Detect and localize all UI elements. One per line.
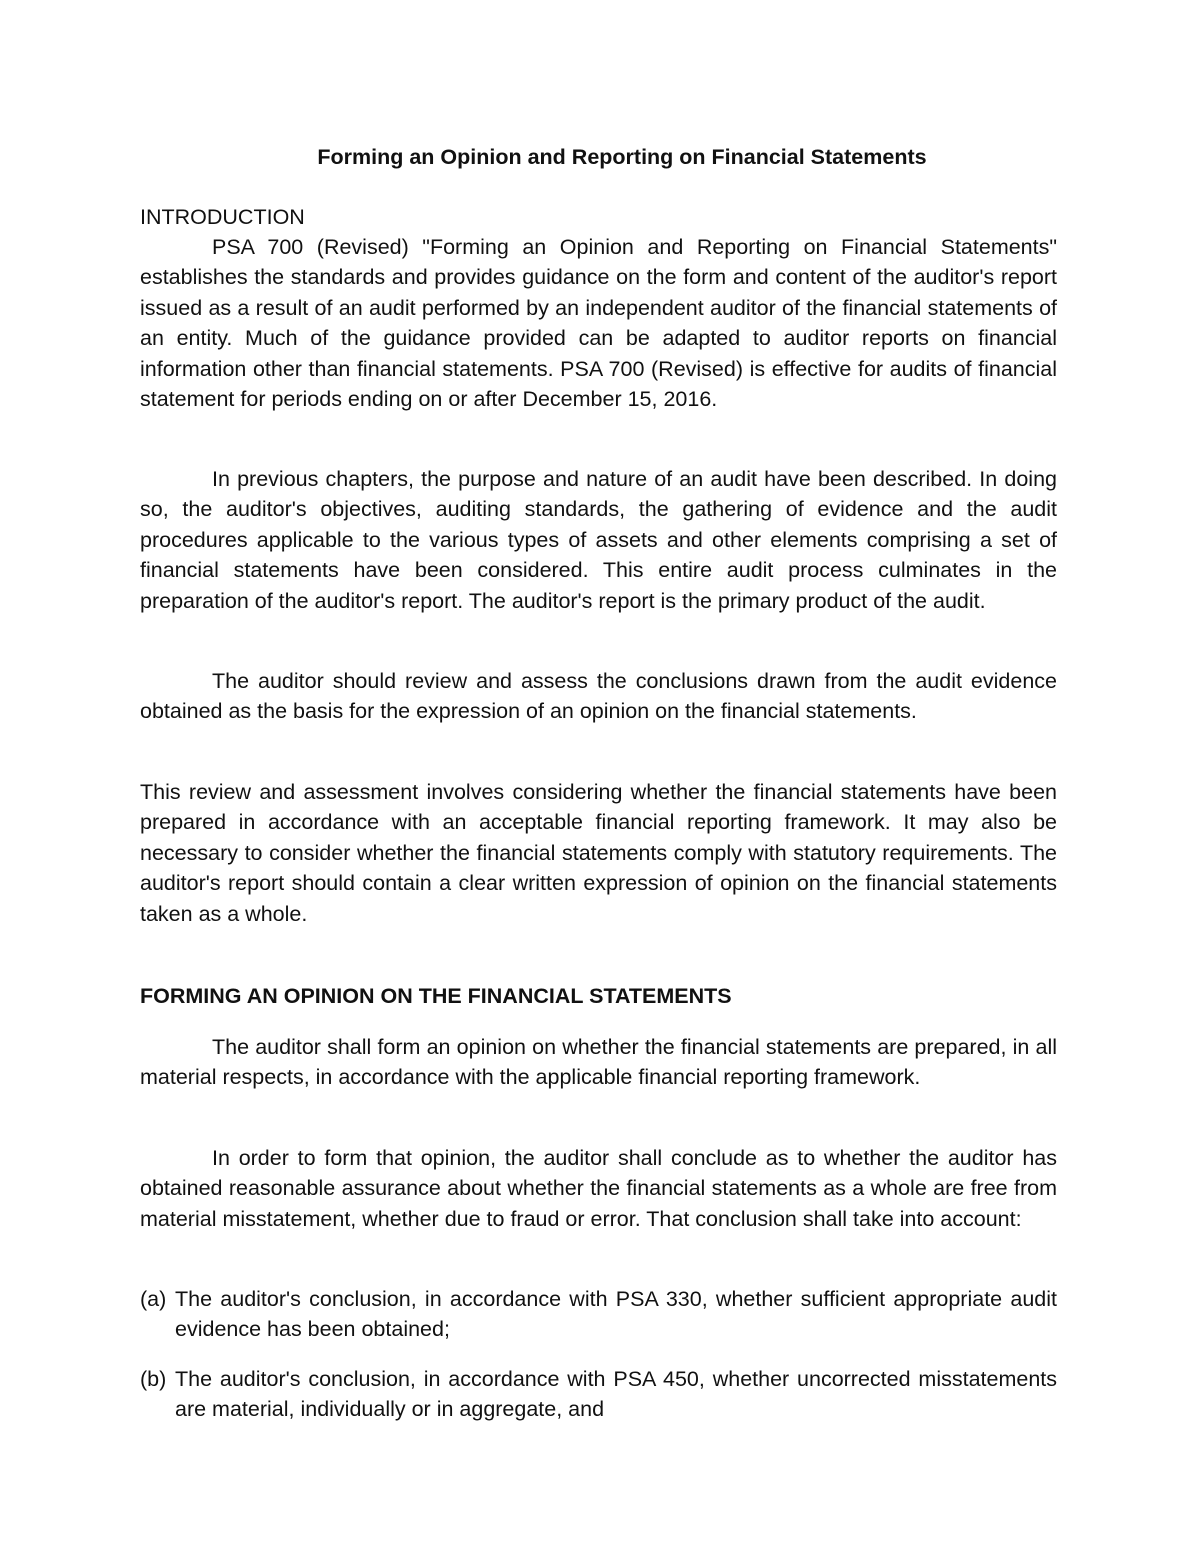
list-text-a: The auditor's conclusion, in accordance with PSA 330, whether sufficient appropriate audit evidence has been obtained; [175,1287,1057,1342]
list-text-b: The auditor's conclusion, in accordance with PSA 450, whether uncorrected misstatements are material, individually or in aggregate, and [175,1367,1057,1422]
list-marker-a: (a) [140,1287,167,1311]
introduction-label: INTRODUCTION [140,205,305,229]
list-item-a [140,1284,1057,1345]
intro-paragraph-4: This review and assessment involves considering whether the financial statements have been prepared in accordance with an acceptable financial reporting framework. It may also be necessary to consider whether the financial statements comply with statutory requirements. The auditor's report should contain a clear written expression of opinion on the financial statements taken as a whole. [140,780,1057,926]
document-title: Forming an Opinion and Reporting on Financial Statements [317,145,927,169]
intro-paragraph-3: The auditor should review and assess the conclusions drawn from the audit evidence obtained as the basis for the expression of an opinion on the financial statements. [140,669,1057,724]
list-marker-b: (b) [140,1367,167,1391]
list-item-b [140,1364,1057,1425]
section-heading: FORMING AN OPINION ON THE FINANCIAL STATEMENTS [140,984,732,1008]
section-paragraph-2: In order to form that opinion, the auditor shall conclude as to whether the auditor has obtained reasonable assurance about whether the financial statements as a whole are free from material misstatement, whether due to fraud or error. That conclusion shall take into account: [140,1146,1057,1231]
intro-paragraph-2: In previous chapters, the purpose and nature of an audit have been described. In doing so, the auditor's objectives, auditing standards, the gathering of evidence and the audit procedures applicable to the various types of assets and other elements comprising a set of financial statements have been considered. This entire audit process culminates in the preparation of the auditor's report. The auditor's report is the primary product of the audit. [140,467,1057,613]
section-paragraph-1: The auditor shall form an opinion on whether the financial statements are prepared, in all material respects, in accordance with the applicable financial reporting framework. [140,1035,1057,1090]
intro-paragraph-1: PSA 700 (Revised) "Forming an Opinion and Reporting on Financial Statements" establishes the standards and provides guidance on the form and content of the auditor's report issued as a result of an audit performed by an independent auditor of the financial statements of an entity. Much of the guidance provided can be adapted to auditor reports on financial information other than financial statements. PSA 700 (Revised) is effective for audits of financial statement for periods ending on or after December 15, 2016. [140,235,1057,412]
